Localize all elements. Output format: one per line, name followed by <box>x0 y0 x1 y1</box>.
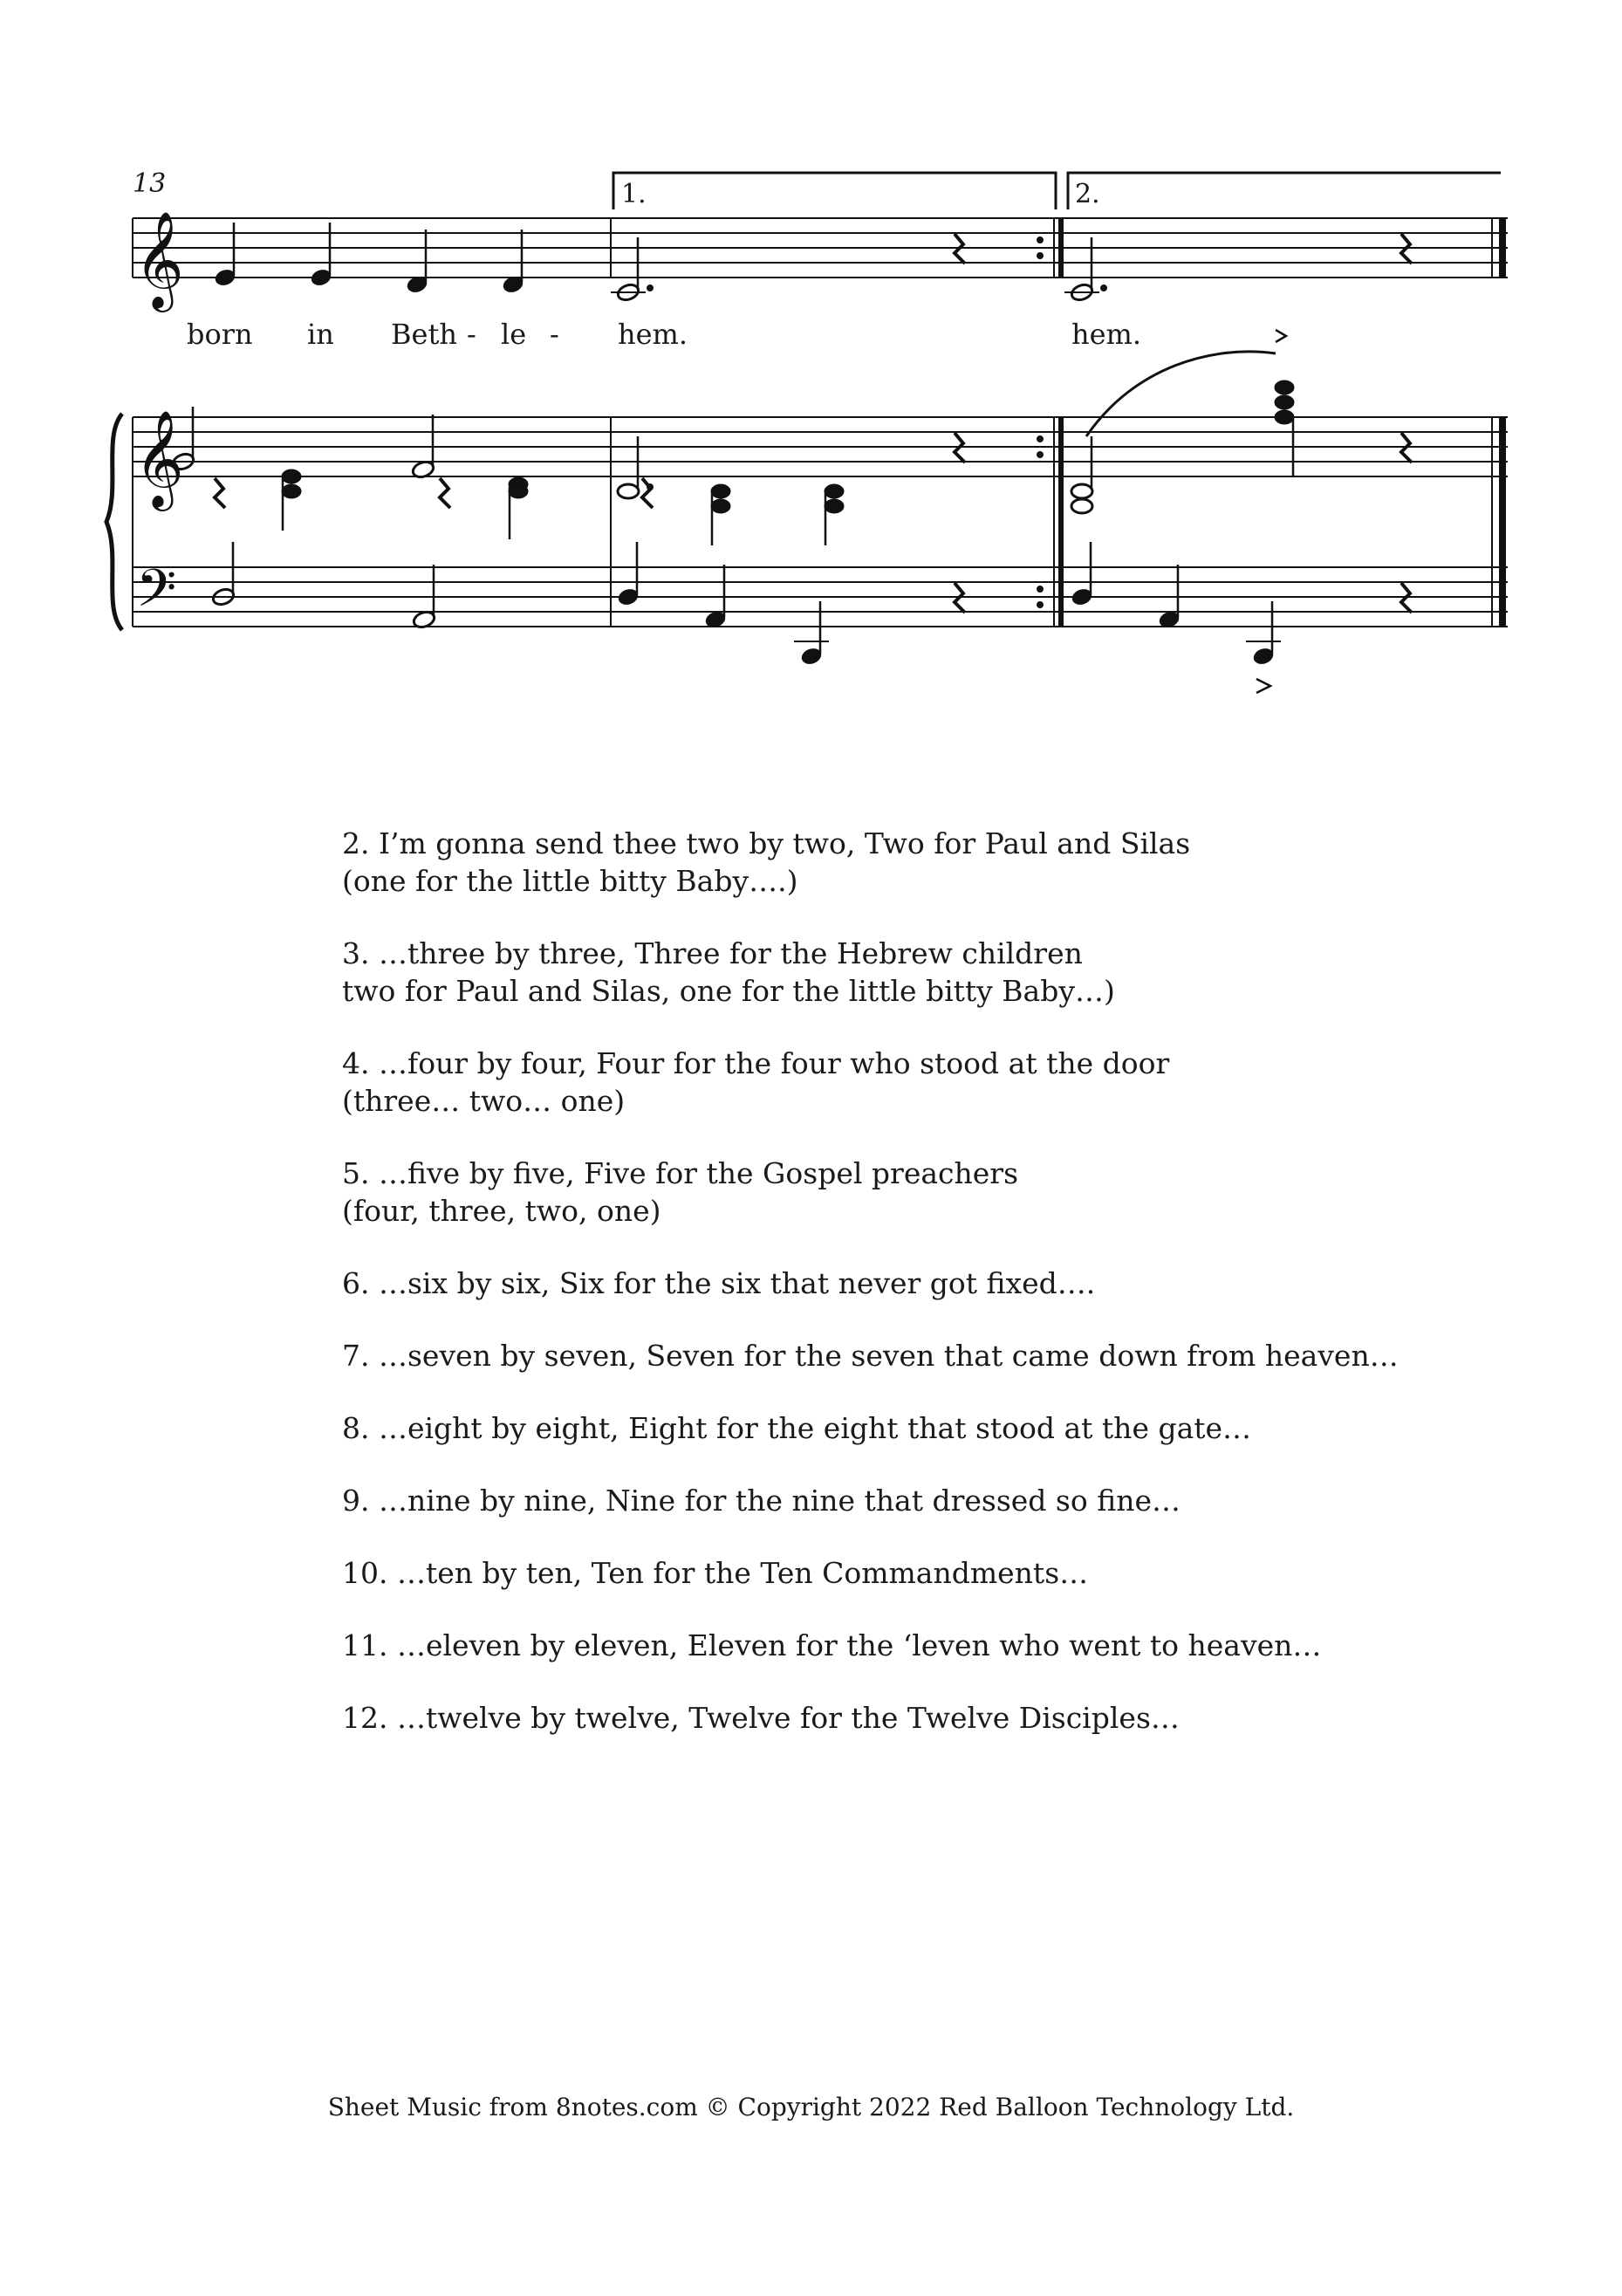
verse-line: 4. …four by four, Four for the four who stood at the door <box>342 1046 1170 1080</box>
verse-line: 3. …three by three, Three for the Hebrew children <box>342 936 1083 970</box>
lyric-syllable: - <box>550 318 559 351</box>
first-ending-bracket <box>613 173 1056 209</box>
lyric-syllable: hem. <box>1071 318 1142 351</box>
verse-line: (one for the little bitty Baby….) <box>342 864 798 898</box>
lyric-syllable: - <box>467 318 476 351</box>
second-ending-label: 2. <box>1075 179 1100 209</box>
quarter-rest-icon <box>215 433 1412 508</box>
verse-line: 7. …seven by seven, Seven for the seven that came down from heaven… <box>342 1339 1399 1373</box>
first-ending-label: 1. <box>621 179 647 209</box>
verse-line: 5. …five by five, Five for the Gospel preachers <box>342 1156 1019 1190</box>
bass-clef-icon: 𝄢 <box>136 558 177 631</box>
verse-12 <box>342 1699 1476 1737</box>
verse-line: 12. …twelve by twelve, Twelve for the Twelve Disciples… <box>342 1701 1180 1735</box>
verse-line: 9. …nine by nine, Nine for the nine that dressed so fine… <box>342 1484 1181 1518</box>
verse-6 <box>342 1265 1476 1302</box>
music-score <box>0 0 1622 733</box>
verse-8 <box>342 1409 1476 1447</box>
lyric-syllable: le <box>501 318 527 351</box>
verse-line: (four, three, two, one) <box>342 1194 661 1228</box>
verse-4 <box>342 1045 1476 1120</box>
piano-right-staff <box>133 417 1508 476</box>
verse-11 <box>342 1627 1476 1664</box>
lyric-syllable: Beth <box>391 318 457 351</box>
grand-staff-barlines <box>133 417 1502 627</box>
verse-line: 6. …six by six, Six for the six that never got fixed…. <box>342 1266 1096 1300</box>
treble-clef-icon: 𝄞 <box>134 409 184 507</box>
brace-icon <box>106 414 122 630</box>
verse-2 <box>342 825 1476 900</box>
piano-left-notes <box>211 542 1281 693</box>
verse-line: 10. …ten by ten, Ten for the Ten Commandments… <box>342 1556 1089 1590</box>
verse-line: 8. …eight by eight, Eight for the eight that stood at the gate… <box>342 1411 1252 1445</box>
verse-5 <box>342 1155 1476 1230</box>
verse-line: two for Paul and Silas, one for the little bitty Baby…) <box>342 974 1115 1008</box>
copyright-footer: Sheet Music from 8notes.com © Copyright 2022 Red Balloon Technology Ltd. <box>327 2093 1295 2121</box>
verse-line: 11. …eleven by eleven, Eleven for the ‘leven who went to heaven… <box>342 1628 1322 1662</box>
measure-number: 13 <box>133 168 167 199</box>
verse-3 <box>342 935 1476 1010</box>
verse-7 <box>342 1337 1476 1374</box>
verse-list <box>342 825 1476 1772</box>
verse-9 <box>342 1482 1476 1519</box>
lyric-syllable: born <box>187 318 253 351</box>
verse-line: (three… two… one) <box>342 1084 626 1118</box>
voice-staff <box>133 218 1508 278</box>
verse-line: 2. I’m gonna send thee two by two, Two for Paul and Silas <box>342 826 1191 860</box>
verse-10 <box>342 1554 1476 1592</box>
second-ending-bracket <box>1068 173 1501 209</box>
piano-right-notes <box>171 330 1294 545</box>
lyric-syllable: hem. <box>618 318 688 351</box>
treble-clef-icon: 𝄞 <box>134 210 184 308</box>
lyric-syllable: in <box>307 318 334 351</box>
